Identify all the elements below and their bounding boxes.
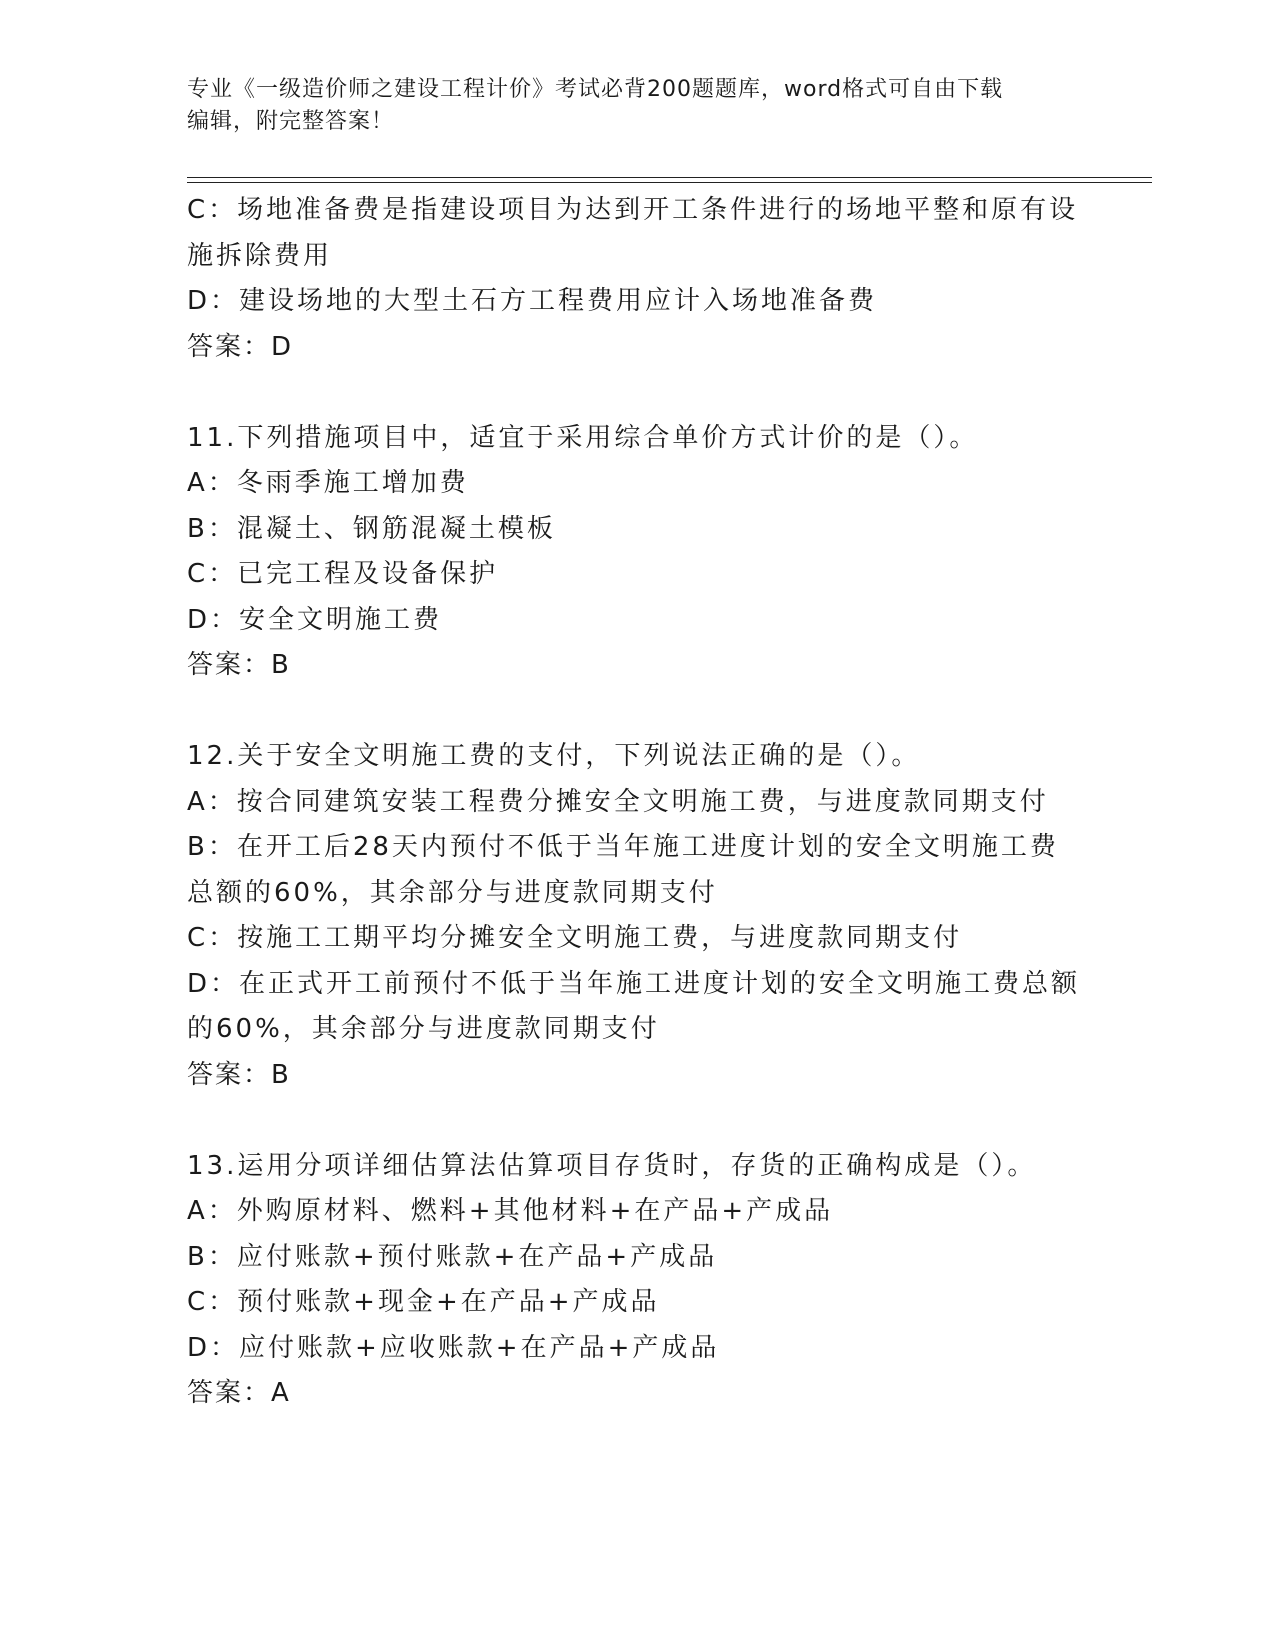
spacer [187,1098,1107,1144]
answer-line: 答案：B [187,650,291,680]
option-line: C：预付账款+现金+在产品+产成品 [187,1287,660,1317]
option-line: B：混凝土、钢筋混凝土模板 [187,513,556,544]
header-divider [187,177,1152,178]
answer-line: 答案：B [187,1059,291,1090]
question-11 [187,416,1107,689]
option-line: C：已完工程及设备保护 [187,559,499,589]
option-line: A：冬雨季施工增加费 [187,468,469,498]
question-text: 11.下列措施项目中，适宜于采用综合单价方式计价的是（）。 [187,422,979,453]
option-line: C：场地准备费是指建设项目为达到开工条件进行的场地平整和原有设 [187,195,1079,225]
question-13 [187,1144,1107,1417]
option-line: B：应付账款+预付账款+在产品+产成品 [187,1241,718,1272]
option-line: 的60%，其余部分与进度款同期支付 [187,1014,660,1044]
option-line: D：安全文明施工费 [187,604,443,635]
spacer [187,689,1107,735]
option-line: D：在正式开工前预付不低于当年施工进度计划的安全文明施工费总额 [187,968,1081,999]
header-line: 专业《一级造价师之建设工程计价》考试必背200题题库，word格式可自由下载 [187,77,1004,102]
question-text: 13.运用分项详细估算法估算项目存货时，存货的正确构成是（）。 [187,1150,1037,1181]
option-line: B：在开工后28天内预付不低于当年施工进度计划的安全文明施工费 [187,832,1059,862]
question-list [187,188,1107,1417]
question-text: 12.关于安全文明施工费的支付，下列说法正确的是（）。 [187,741,921,771]
option-line: 施拆除费用 [187,240,333,271]
question-continued [187,188,1107,370]
option-line: 总额的60%，其余部分与进度款同期支付 [187,877,718,908]
option-line: C：按施工工期平均分摊安全文明施工费，与进度款同期支付 [187,923,963,953]
option-line: D：应付账款+应收账款+在产品+产成品 [187,1332,720,1363]
option-line: D：建设场地的大型土石方工程费用应计入场地准备费 [187,286,878,316]
question-12 [187,734,1107,1098]
header-divider [187,182,1152,183]
answer-line: 答案：A [187,1378,291,1408]
spacer [187,370,1107,416]
answer-line: 答案：D [187,331,294,362]
option-line: A：按合同建筑安装工程费分摊安全文明施工费，与进度款同期支付 [187,786,1049,817]
header-line: 编辑，附完整答案！ [187,109,395,134]
option-line: A：外购原材料、燃料+其他材料+在产品+产成品 [187,1196,834,1226]
document-header [187,74,1087,138]
